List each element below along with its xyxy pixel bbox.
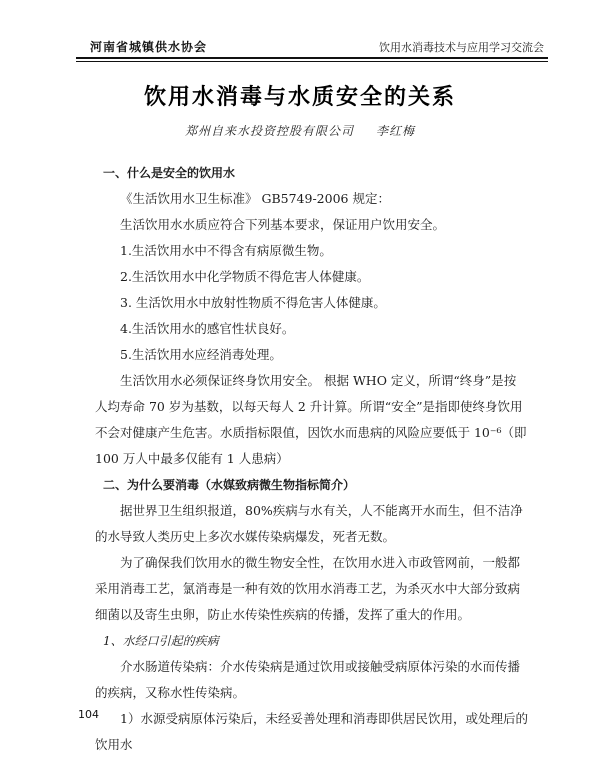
page-number: 104 [78,708,99,721]
paragraph-disinfection: 为了确保我们饮用水的微生物安全性，在饮用水进入市政管网前，一般都采用消毒工艺，氯消毒是一种有效的饮用水消毒工艺，为杀灭水中大部分致病细菌以及寄生虫卵，防止水传染性疾病的传播，发挥了重大的作用。 [95,555,521,622]
byline [0,122,600,139]
paragraph-who-report: 据世界卫生组织报道，80%疾病与水有关，人不能离开水而生，但不洁净的水导致人类历史上多次水媒传染病爆发，死者无数。 [95,503,523,544]
article-title: 饮用水消毒与水质安全的关系 [143,84,456,110]
paragraph-waterborne-disease: 介水肠道传染病：介水传染病是通过饮用或接触受病原体污染的水而传播的疾病，又称水性传染病。 [95,659,521,700]
list-item: 5.生活饮用水应经消毒处理。 [120,347,282,362]
author-organization: 郑州自来水投资控股有限公司 [184,124,354,138]
author-name: 李红梅 [376,124,416,138]
paragraph-standard-ref: 《生活饮用水卫生标准》 GB5749-2006 规定： [120,191,390,206]
list-item: 1.生活饮用水中不得含有病原微生物。 [120,243,332,258]
header-rule-thick [76,57,548,59]
list-item: 2.生活饮用水中化学物质不得危害人体健康。 [120,269,370,284]
header-organization: 河南省城镇供水协会 [90,40,208,54]
list-item: 4.生活饮用水的感官性状良好。 [120,321,295,336]
section-heading-1: 一、什么是安全的饮用水 [103,166,236,180]
header-event-title: 饮用水消毒技术与应用学习交流会 [379,41,544,54]
section-heading-2: 二、为什么要消毒（水媒致病微生物指标简介） [103,478,356,492]
paragraph-contamination-cause: 1）水源受病原体污染后，未经妥善处理和消毒即供居民饮用，或处理后的饮用水 [95,711,528,752]
paragraph-requirements-intro: 生活饮用水水质应符合下列基本要求，保证用户饮用安全。 [120,217,446,232]
article-body [95,160,528,758]
list-item: 3. 生活饮用水中放射性物质不得危害人体健康。 [120,295,386,310]
paragraph-lifetime-safety: 生活饮用水必须保证终身饮用安全。 根据 WHO 定义，所谓“终身”是按人均寿命 70 岁为基数，以每天每人 2 升计算。所谓“安全”是指即使终身饮用不会对健康产生危害。水质指标限值，因饮水而患病的风险应要低于 10⁻⁶（即 100 万人中最多仅能有 1 人患病） [95,373,527,466]
subsection-heading-1: 1、水经口引起的疾病 [103,634,219,648]
header-rule-thin [76,61,548,62]
